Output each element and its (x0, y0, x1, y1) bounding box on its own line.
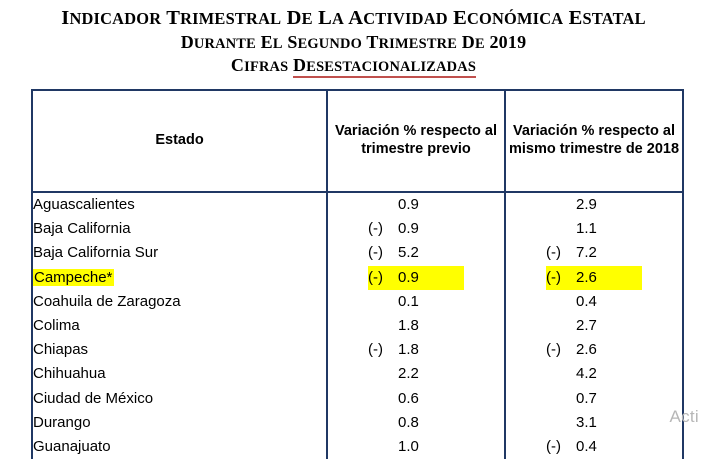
cell-variacion-mismo-trimestre-2018 (505, 314, 683, 338)
cell-estado: Aguascalientes (32, 192, 327, 217)
table-row (32, 192, 683, 217)
cell-variacion-trimestre-previo (327, 411, 505, 435)
cell-estado: Durango (32, 411, 327, 435)
table-row (32, 290, 683, 314)
cell-estado: Baja California Sur (32, 241, 327, 265)
negative-sign: (-) (546, 268, 561, 286)
cell-variacion-trimestre-previo (327, 362, 505, 386)
value-number: 2.7 (576, 317, 597, 335)
cell-variacion-trimestre-previo (327, 217, 505, 241)
cell-variacion-mismo-trimestre-2018 (505, 192, 683, 217)
cell-estado: Coahuila de Zaragoza (32, 290, 327, 314)
value-number: 0.6 (398, 389, 419, 407)
value-number: 0.9 (398, 268, 419, 286)
value-number: 0.4 (576, 438, 597, 456)
page-title-line-3-underlined: DESESTACIONALIZADAS (293, 55, 476, 78)
value-number: 5.2 (398, 244, 419, 262)
iae-table-container (31, 89, 680, 459)
watermark-text: Acti (669, 407, 699, 426)
table-body (32, 192, 683, 459)
value-number: 2.9 (576, 196, 597, 213)
value-number: 3.1 (576, 413, 597, 431)
value-number: 0.9 (398, 196, 419, 213)
value-number: 4.2 (576, 365, 597, 383)
table-row (32, 411, 683, 435)
column-header-estado: Estado (32, 90, 327, 192)
highlight-mark: Campeche* (34, 268, 113, 286)
cell-variacion-trimestre-previo (327, 387, 505, 411)
value-wrapper (368, 411, 464, 435)
value-number: 1.8 (398, 341, 419, 359)
cell-variacion-trimestre-previo (327, 266, 505, 290)
cell-variacion-trimestre-previo (327, 314, 505, 338)
negative-sign: (-) (546, 244, 561, 262)
value-wrapper (546, 241, 642, 265)
value-wrapper (368, 290, 464, 314)
table-row (32, 241, 683, 265)
cell-variacion-mismo-trimestre-2018 (505, 290, 683, 314)
value-wrapper (368, 266, 464, 290)
document-title-block (0, 0, 707, 77)
value-number: 7.2 (576, 244, 597, 262)
value-wrapper (546, 314, 642, 338)
page-title-line-2: DURANTE EL SEGUNDO TRIMESTRE DE 2019 (180, 32, 527, 53)
value-number: 0.9 (398, 220, 419, 238)
cell-variacion-trimestre-previo (327, 241, 505, 265)
column-header-variacion-trimestre-previo: Variación % respecto al trimestre previo (327, 90, 505, 192)
value-number: 0.1 (398, 292, 419, 310)
table-row (32, 435, 683, 459)
value-number: 2.6 (576, 268, 597, 286)
table-header (32, 90, 683, 192)
value-wrapper (546, 266, 642, 290)
cell-variacion-mismo-trimestre-2018 (505, 217, 683, 241)
value-wrapper (546, 411, 642, 435)
table-row (32, 362, 683, 386)
cell-estado: Chiapas (32, 338, 327, 362)
value-wrapper (368, 387, 464, 411)
table-row (32, 387, 683, 411)
cell-variacion-trimestre-previo (327, 338, 505, 362)
page-title-line-3 (0, 55, 707, 76)
value-wrapper (546, 338, 642, 362)
value-number: 1.0 (398, 438, 419, 456)
value-wrapper (546, 217, 642, 241)
value-number: 2.6 (576, 341, 597, 359)
iae-table (31, 89, 684, 459)
cell-estado: Guanajuato (32, 435, 327, 459)
cell-variacion-mismo-trimestre-2018 (505, 411, 683, 435)
cell-variacion-mismo-trimestre-2018 (505, 266, 683, 290)
page-title-line-3-prefix: CIFRAS (230, 55, 289, 76)
cell-variacion-mismo-trimestre-2018 (505, 362, 683, 386)
negative-sign: (-) (368, 341, 383, 359)
value-wrapper (368, 362, 464, 386)
table-row (32, 266, 683, 290)
negative-sign: (-) (368, 244, 383, 262)
cell-estado: Baja California (32, 217, 327, 241)
value-wrapper (546, 435, 642, 459)
value-number: 0.8 (398, 413, 419, 431)
value-wrapper (546, 362, 642, 386)
value-wrapper (368, 241, 464, 265)
negative-sign: (-) (368, 268, 383, 286)
page-title-line-1: INDICADOR TRIMESTRAL DE LA ACTIVIDAD ECONÓMICA ESTATAL (61, 7, 646, 29)
table-row (32, 314, 683, 338)
cell-variacion-trimestre-previo (327, 192, 505, 217)
cell-variacion-mismo-trimestre-2018 (505, 338, 683, 362)
value-wrapper (368, 435, 464, 459)
cell-variacion-mismo-trimestre-2018 (505, 435, 683, 459)
value-wrapper (546, 387, 642, 411)
value-wrapper (368, 217, 464, 241)
value-number: 0.4 (576, 292, 597, 310)
value-wrapper (368, 338, 464, 362)
value-wrapper (546, 193, 642, 217)
value-number: 1.1 (576, 220, 597, 238)
value-wrapper (368, 193, 464, 217)
table-header-row (32, 90, 683, 192)
table-row (32, 217, 683, 241)
cell-estado (32, 266, 327, 290)
column-header-variacion-mismo-trimestre-2018: Variación % respecto al mismo trimestre de 2018 (505, 90, 683, 192)
cell-variacion-trimestre-previo (327, 435, 505, 459)
negative-sign: (-) (546, 341, 561, 359)
cell-variacion-mismo-trimestre-2018 (505, 387, 683, 411)
negative-sign: (-) (368, 220, 383, 238)
value-wrapper (546, 290, 642, 314)
table-row (32, 338, 683, 362)
cell-estado: Colima (32, 314, 327, 338)
value-number: 1.8 (398, 317, 419, 335)
value-wrapper (368, 314, 464, 338)
value-number: 2.2 (398, 365, 419, 383)
cell-estado: Chihuahua (32, 362, 327, 386)
cell-variacion-mismo-trimestre-2018 (505, 241, 683, 265)
cell-estado: Ciudad de México (32, 387, 327, 411)
value-number: 0.7 (576, 389, 597, 407)
negative-sign: (-) (546, 438, 561, 456)
cell-variacion-trimestre-previo (327, 290, 505, 314)
